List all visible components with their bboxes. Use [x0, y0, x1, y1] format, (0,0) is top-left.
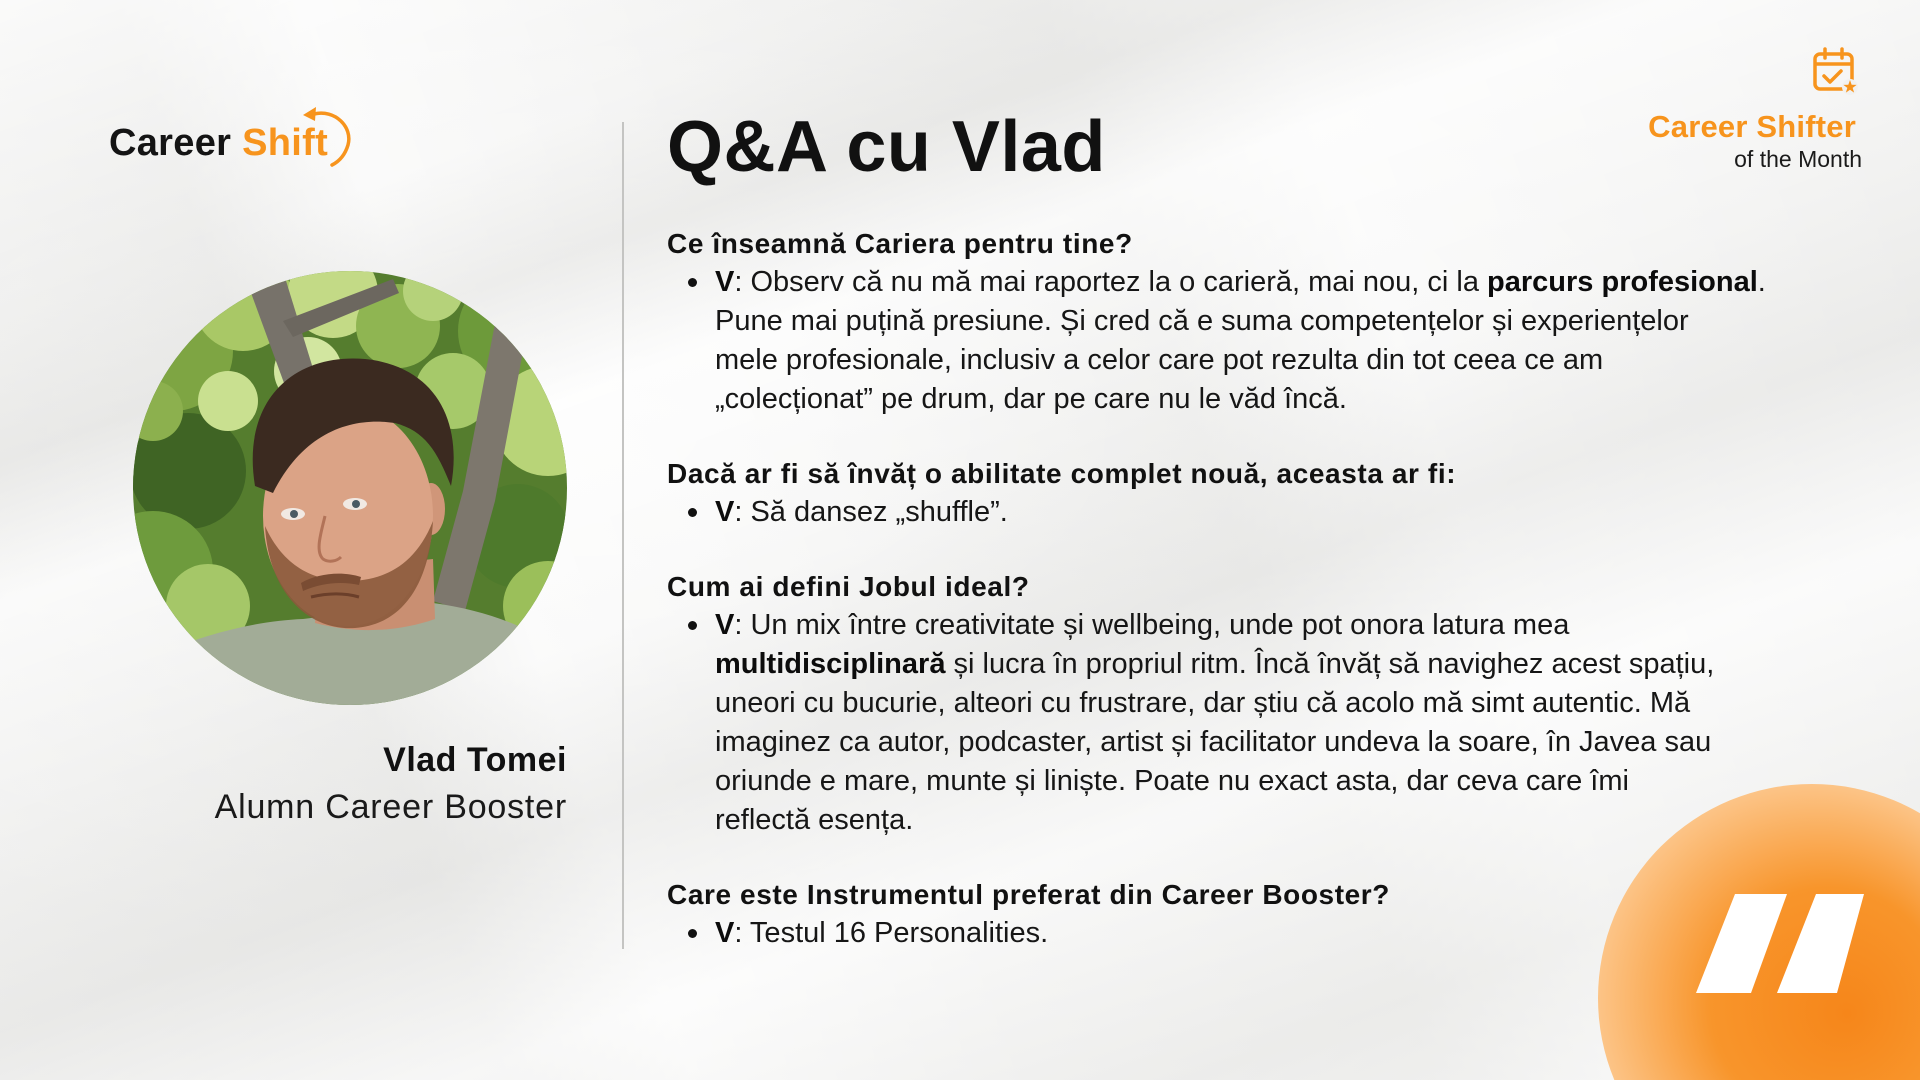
portrait-image [133, 271, 567, 705]
answer-text: reflectă esența. [715, 804, 914, 836]
bullet-dot [688, 621, 697, 630]
profile-caption [0, 740, 567, 827]
calendar-check-star-icon [1812, 46, 1858, 96]
answer-text: Pune mai puțină presiune. Și cred că e suma competențelor și experiențelor [715, 305, 1689, 337]
answer-line [715, 302, 1847, 341]
answer-text: uneori cu bucurie, alteori cu frustrare, dar știu că acolo mă simt autentic. Mă [715, 687, 1691, 719]
answer-text: și lucra în propriul ritm. Încă învăț să navighez acest spațiu, [945, 648, 1715, 680]
answer-line [715, 380, 1847, 419]
answer-text: oriunde e mare, munte și liniște. Poate nu exact asta, dar ceva care îmi [715, 765, 1629, 797]
answer-text-bold: V [715, 496, 735, 528]
question: Dacă ar fi să învăț o abilitate complet nouă, aceasta ar fi: [667, 458, 1457, 489]
answer-text: mele profesionale, inclusiv a celor care pot rezulta din tot ceea ce am [715, 344, 1604, 376]
bullet-dot [688, 508, 697, 517]
badge-title: Career Shifter [1648, 109, 1856, 144]
answer-line [715, 263, 1847, 302]
answer [667, 263, 1847, 419]
answer-line [715, 606, 1847, 645]
answer-line [715, 645, 1847, 684]
profile-photo [133, 271, 567, 705]
answer-line [715, 723, 1847, 762]
profile-name: Vlad Tomei [383, 741, 567, 779]
answer-text-bold: V [715, 266, 735, 298]
answer [667, 493, 1847, 532]
check-mark [1824, 71, 1841, 82]
profile-role: Alumn Career Booster [214, 788, 567, 826]
qa-block [667, 454, 1847, 532]
bullet-dot [688, 929, 697, 938]
answer-text-bold: parcurs profesional [1487, 266, 1758, 298]
answer-text-bold: multidisciplinară [715, 648, 946, 680]
arrow-head [303, 107, 316, 121]
answer-text-bold: V [715, 917, 735, 949]
question: Cum ai defini Jobul ideal? [667, 571, 1030, 602]
bullet-dot [688, 278, 697, 287]
badge-subtitle: of the Month [1734, 146, 1862, 172]
question: Care este Instrumentul preferat din Career Booster? [667, 879, 1391, 910]
answer-text: : Testul 16 Personalities. [734, 917, 1049, 949]
question: Ce înseamnă Cariera pentru tine? [667, 228, 1133, 259]
answer-text: : Să dansez „shuffle”. [734, 496, 1008, 528]
answer-line [715, 493, 1847, 532]
page-title: Q&A cu Vlad [667, 107, 1106, 187]
answer-line [715, 341, 1847, 380]
answer-text: „colecționat” pe drum, dar pe care nu le văd încă. [715, 383, 1347, 415]
logo-text-career: Career [109, 122, 232, 164]
curved-arrow-icon [295, 105, 357, 171]
arrow-arc [314, 113, 349, 165]
answer-text: : Un mix între creativitate și wellbeing, unde pot onora latura mea [734, 609, 1570, 641]
answer-text: imaginez ca autor, podcaster, artist și facilitator undeva la soare, în Javea sau [715, 726, 1712, 758]
vertical-divider [622, 122, 624, 949]
answer-line [715, 684, 1847, 723]
qa-block [667, 224, 1847, 419]
orange-circle-decoration [1598, 784, 1920, 1080]
answer-text: : Observ că nu mă mai raportez la o carieră, mai nou, ci la [734, 266, 1488, 298]
logo-text-shift: Shift [242, 122, 329, 164]
answer-text-bold: V [715, 609, 735, 641]
answer-text: . [1757, 266, 1766, 298]
shifter-of-month-badge [1648, 109, 1862, 173]
